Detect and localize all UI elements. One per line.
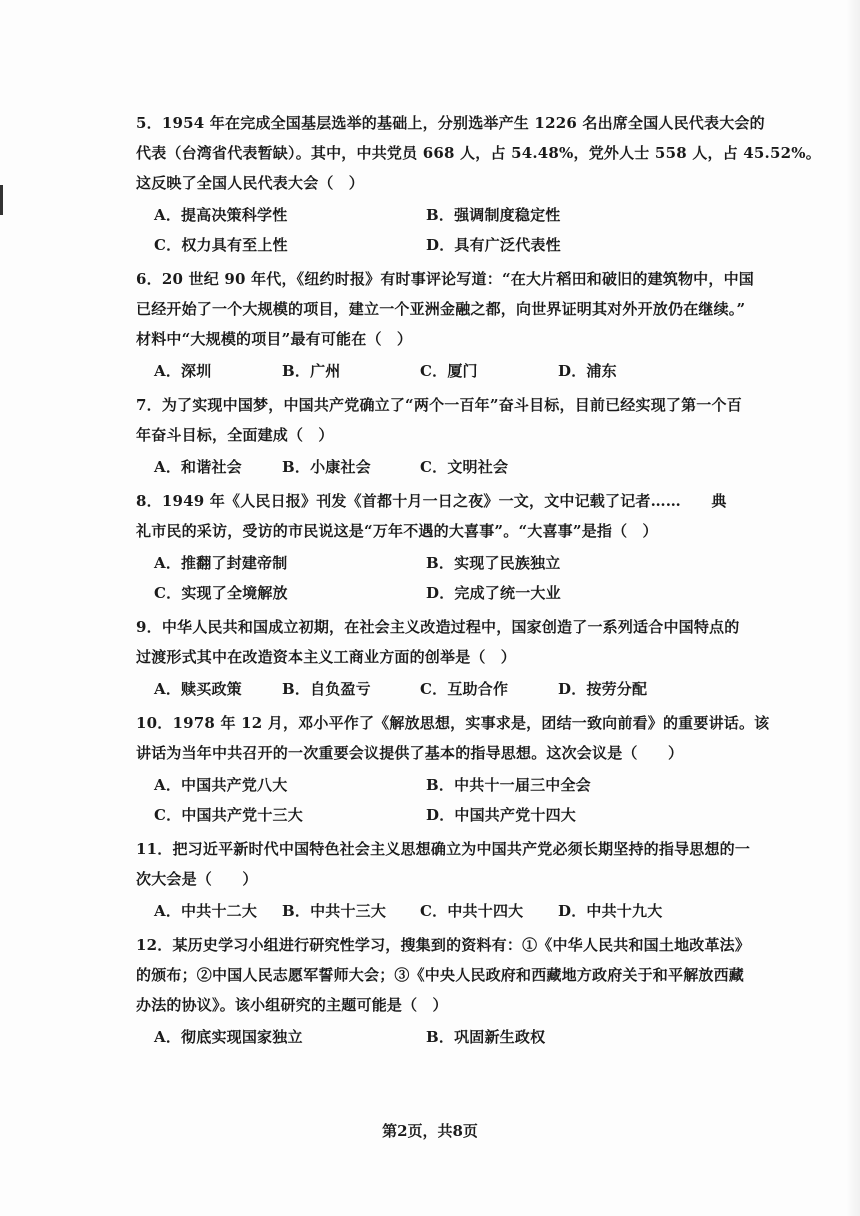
- question-10: [136, 708, 770, 830]
- question-text-line: 过渡形式其中在改造资本主义工商业方面的创举是（ ）: [136, 648, 517, 666]
- answer-option: C．实现了全境解放: [154, 584, 288, 602]
- question-text-line: 9．中华人民共和国成立初期，在社会主义改造过程中，国家创造了一系列适合中国特点的: [136, 618, 740, 636]
- question-text-line: 讲话为当年中共召开的一次重要会议提供了基本的指导思想。这次会议是（ ）: [136, 744, 684, 762]
- option-row: [136, 200, 716, 230]
- answer-option: B．巩固新生政权: [426, 1028, 546, 1046]
- page-number: 第2页，共8页: [382, 1122, 478, 1140]
- answer-option: B．中共十三大: [282, 902, 387, 920]
- answer-options: [136, 770, 716, 830]
- option-row: [136, 356, 716, 386]
- answer-option: A．和谐社会: [154, 458, 242, 476]
- question-text-line: 6．20 世纪 90 年代，《纽约时报》有时事评论写道：“在大片稻田和破旧的建筑物中，中国: [136, 270, 754, 288]
- answer-option: C．中国共产党十三大: [154, 806, 303, 824]
- option-row: [136, 674, 716, 704]
- question-text-line: 办法的协议》。该小组研究的主题可能是（ ）: [136, 996, 448, 1014]
- answer-option: D．具有广泛代表性: [426, 236, 561, 254]
- question-11: [136, 834, 751, 926]
- question-12: [136, 930, 751, 1052]
- option-row: [136, 896, 716, 926]
- question-text-line: 12．某历史学习小组进行研究性学习，搜集到的资料有：①《中华人民共和国土地改革法》: [136, 936, 751, 954]
- question-text-line: 这反映了全国人民代表大会（ ）: [136, 174, 365, 192]
- question-8: [136, 486, 727, 608]
- option-row: [136, 452, 716, 482]
- answer-option: B．小康社会: [282, 458, 371, 476]
- question-text-line: 8．1949 年《人民日报》刊发《首都十月一日之夜》一文，文中记载了记者…… 典: [136, 492, 727, 510]
- question-text-line: 10．1978 年 12 月，邓小平作了《解放思想，实事求是，团结一致向前看》的重要讲话。该: [136, 714, 770, 732]
- answer-option: A．推翻了封建帝制: [154, 554, 288, 572]
- scan-shade: [846, 0, 860, 1216]
- answer-option: A．中国共产党八大: [154, 776, 288, 794]
- question-text-line: 次大会是（ ）: [136, 870, 258, 888]
- scan-edge-mark: [0, 185, 3, 215]
- answer-options: [136, 356, 716, 386]
- answer-options: [136, 548, 716, 608]
- answer-options: [136, 674, 716, 704]
- answer-option: C．互助合作: [420, 680, 509, 698]
- option-row: [136, 578, 716, 608]
- answer-option: A．提高决策科学性: [154, 206, 288, 224]
- answer-options: [136, 200, 716, 260]
- option-row: [136, 1022, 716, 1052]
- option-row: [136, 230, 716, 260]
- answer-option: D．浦东: [558, 362, 617, 380]
- question-text-line: 5．1954 年在完成全国基层选举的基础上，分别选举产生 1226 名出席全国人民代表大会的: [136, 114, 765, 132]
- option-row: [136, 770, 716, 800]
- answer-option: D．中国共产党十四大: [426, 806, 577, 824]
- question-text-line: 11．把习近平新时代中国特色社会主义思想确立为中国共产党必须长期坚持的指导思想的一: [136, 840, 751, 858]
- answer-option: C．权力具有至上性: [154, 236, 288, 254]
- answer-option: B．中共十一届三中全会: [426, 776, 591, 794]
- question-text-line: 7．为了实现中国梦，中国共产党确立了“两个一百年”奋斗目标，目前已经实现了第一个百: [136, 396, 742, 414]
- question-text-line: 材料中“大规模的项目”最有可能在（ ）: [136, 330, 413, 348]
- question-9: [136, 612, 740, 704]
- answer-option: B．强调制度稳定性: [426, 206, 561, 224]
- answer-options: [136, 1022, 716, 1052]
- answer-option: D．完成了统一大业: [426, 584, 561, 602]
- question-7: [136, 390, 742, 482]
- question-text-line: 的颁布；②中国人民志愿军誓师大会；③《中央人民政府和西藏地方政府关于和平解放西藏: [136, 966, 745, 984]
- question-text-line: 年奋斗目标，全面建成（ ）: [136, 426, 334, 444]
- question-text-line: 礼市民的采访，受访的市民说这是“万年不遇的大喜事”。“大喜事”是指（ ）: [136, 522, 658, 540]
- answer-option: A．中共十二大: [154, 902, 258, 920]
- option-row: [136, 800, 716, 830]
- question-list: [136, 108, 821, 1056]
- question-5: [136, 108, 821, 260]
- question-6: [136, 264, 754, 386]
- answer-options: [136, 452, 716, 482]
- answer-option: A．彻底实现国家独立: [154, 1028, 303, 1046]
- question-text-line: 代表（台湾省代表暂缺）。其中，中共党员 668 人，占 54.48%，党外人士 558 人，占 45.52%。: [136, 144, 821, 162]
- question-text-line: 已经开始了一个大规模的项目，建立一个亚洲金融之都，向世界证明其对外开放仍在继续。”: [136, 300, 746, 318]
- answer-option: B．广州: [282, 362, 341, 380]
- answer-option: C．厦门: [420, 362, 478, 380]
- answer-option: D．中共十九大: [558, 902, 663, 920]
- answer-option: B．实现了民族独立: [426, 554, 561, 572]
- answer-option: C．文明社会: [420, 458, 509, 476]
- answer-option: A．深圳: [154, 362, 212, 380]
- answer-option: A．赎买政策: [154, 680, 242, 698]
- answer-option: C．中共十四大: [420, 902, 524, 920]
- option-row: [136, 548, 716, 578]
- answer-option: B．自负盈亏: [282, 680, 371, 698]
- answer-option: [558, 452, 696, 482]
- answer-option: D．按劳分配: [558, 680, 648, 698]
- answer-options: [136, 896, 716, 926]
